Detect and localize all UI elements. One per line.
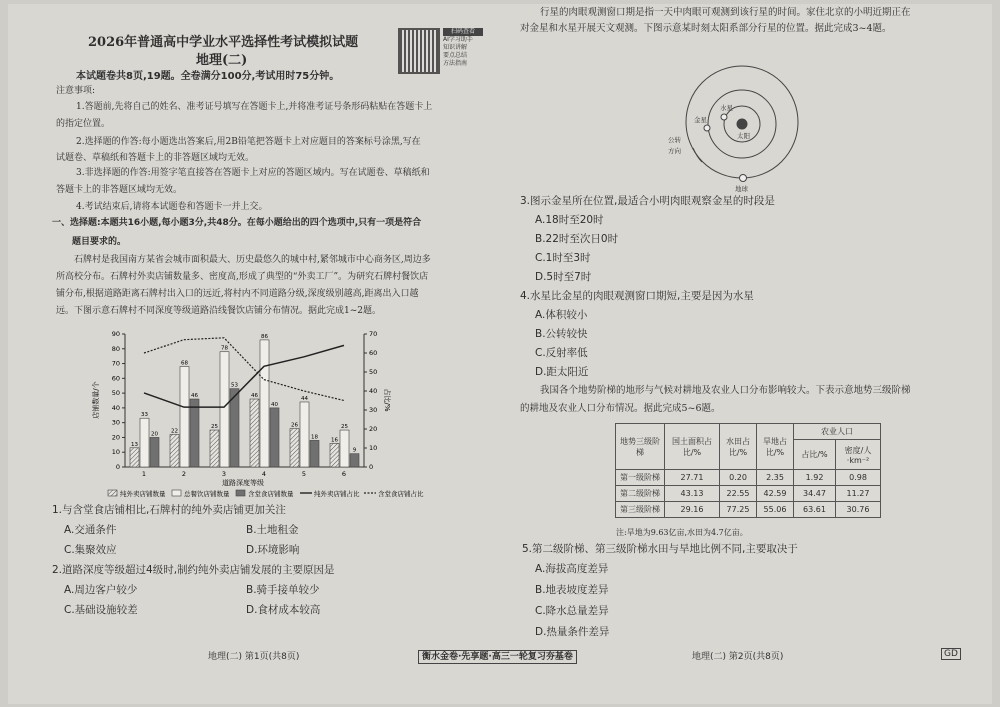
table-cell: 30.76 (836, 502, 881, 518)
x-tick-label: 3 (221, 470, 227, 478)
table-header: 地势三级阶梯 (616, 424, 665, 470)
notice-line: 答题卡上的非答题区域均无效。 (56, 185, 183, 195)
bar-hatched (210, 430, 219, 467)
bar-hatched (170, 434, 179, 467)
page-number-right: 地理(二) 第2页(共8页) (692, 652, 784, 662)
y-tick-label: 0 (115, 463, 120, 471)
question-1: 1.与含堂食店铺相比,石牌村的纯外卖店铺更加关注 (52, 504, 286, 516)
x-axis-label: 道路深度等级 (222, 479, 264, 487)
table-note: 注:旱地为9.63亿亩,水田为4.7亿亩。 (616, 528, 748, 537)
legend-swatch-gray (236, 490, 245, 496)
table-cell: 11.27 (836, 486, 881, 502)
notice-line: 1.答题前,先将自己的姓名、准考证号填写在答题卡上,并将准考证号条形码粘贴在答题卡上 (76, 102, 433, 112)
y-axis-label: 店铺数量/个 (92, 381, 100, 419)
y-tick-label: 30 (111, 418, 120, 427)
bar-value-label: 86 (261, 333, 268, 340)
option-3d[interactable]: D.5时至7时 (535, 271, 592, 283)
bar-white (220, 352, 229, 467)
option-3a[interactable]: A.18时至20时 (535, 214, 604, 226)
bar-value-label: 26 (291, 422, 298, 429)
table-header: 水田占比/% (720, 424, 757, 470)
bar-value-label: 46 (191, 393, 198, 400)
earth-label: 地球 (735, 185, 748, 193)
bar-gray (310, 440, 319, 467)
table-cell: 第三级阶梯 (616, 502, 665, 518)
direction-arrow-icon (693, 148, 702, 162)
legend-label: 总餐饮店铺数量 (184, 490, 230, 498)
option-1d[interactable]: D.环境影响 (246, 544, 300, 556)
table-cell: 29.16 (665, 502, 720, 518)
bar-value-label: 9 (352, 447, 357, 454)
question-5: 5.第二级阶梯、第三级阶梯水田与旱地比例不同,主要取决于 (522, 543, 798, 555)
notice-line: 3.非选择题的作答:用签字笔直接答在答题卡上对应的答题区域内。写在试题卷、草稿纸和 (76, 168, 430, 178)
passage-line: 远。下图示意石牌村不同深度等级道路沿线餐饮店铺分布情况。据此完成1~2题。 (56, 306, 381, 316)
terrain-table (615, 423, 881, 518)
bar-value-label: 18 (311, 434, 318, 441)
table-cell: 27.71 (665, 470, 720, 486)
x-tick-label: 1 (141, 470, 147, 478)
bar-value-label: 53 (231, 382, 238, 389)
passage-line: 铺分布,根据道路距离石牌村出入口的远近,将村内不同道路分级,深度级别越高,距离出入口越 (56, 289, 419, 299)
y2-tick-label: 30 (369, 406, 378, 414)
question-2: 2.道路深度等级超过4级时,制约纯外卖店铺发展的主要原因是 (52, 564, 335, 576)
option-1b[interactable]: B.土地租金 (246, 524, 299, 536)
qr-item: AI学习助手 (443, 36, 473, 43)
qr-item: 要点总结 (443, 52, 468, 59)
y2-tick-label: 70 (369, 330, 378, 338)
table-row (616, 470, 881, 486)
legend-swatch-hatched (108, 490, 117, 496)
table-header: 占比/% (794, 440, 836, 470)
table-cell: 0.98 (836, 470, 881, 486)
option-3c[interactable]: C.1时至3时 (535, 252, 591, 264)
direction-label: 方向 (668, 147, 681, 155)
qr-item: 方法指南 (443, 60, 468, 67)
sun-label: 太阳 (737, 132, 750, 140)
table-cell: 34.47 (794, 486, 836, 502)
table-cell: 42.59 (757, 486, 794, 502)
table-row (616, 486, 881, 502)
mercury-label: 水星 (720, 104, 733, 112)
y-tick-label: 70 (111, 359, 120, 368)
table-header: 密度/人·km⁻² (836, 440, 881, 470)
line-dashed (144, 338, 344, 401)
legend-label: 含堂食店铺占比 (378, 490, 424, 498)
legend-label: 含堂食店铺数量 (248, 490, 294, 498)
y2-tick-label: 40 (369, 387, 378, 395)
line-solid (144, 345, 344, 407)
bar-value-label: 40 (271, 401, 278, 408)
option-5c[interactable]: C.降水总量差异 (535, 605, 609, 617)
table-cell: 43.13 (665, 486, 720, 502)
y2-tick-label: 0 (369, 463, 374, 471)
sun-icon (737, 119, 747, 129)
intro-line: 行星的肉眼观测窗口期是指一天中肉眼可观测到该行星的时间。家住北京的小明近期正在 (540, 7, 911, 18)
table-cell: 1.92 (794, 470, 836, 486)
bar-value-label: 16 (331, 437, 338, 444)
y-tick-label: 10 (111, 448, 120, 457)
question-3: 3.图示金星所在位置,最适合小明肉眼观察金星的时段是 (520, 195, 775, 207)
table-cell: 第二级阶梯 (616, 486, 665, 502)
bar-hatched (130, 448, 139, 467)
earth-icon (740, 175, 747, 182)
y2-axis-label: 占比/% (383, 388, 391, 412)
bar-value-label: 44 (301, 395, 308, 402)
table-cell: 第一级阶梯 (616, 470, 665, 486)
bar-hatched (290, 429, 299, 467)
bar-hatched (330, 443, 339, 467)
bar-value-label: 78 (221, 345, 228, 352)
notice-title: 注意事项: (56, 86, 96, 96)
table-cell: 0.20 (720, 470, 757, 486)
bar-gray (190, 399, 199, 467)
x-tick-label: 2 (181, 470, 187, 478)
y-tick-label: 90 (111, 330, 120, 338)
direction-label: 公转 (668, 136, 681, 144)
qr-header: 扫码查看 (443, 28, 483, 36)
passage2-line: 我国各个地势阶梯的地形与气候对耕地及农业人口分布影响较大。下表示意地势三级阶梯 (540, 385, 911, 396)
y-tick-label: 40 (111, 403, 120, 412)
table-cell: 55.06 (757, 502, 794, 518)
bar-hatched (250, 399, 259, 467)
bar-white (140, 418, 149, 467)
legend-label: 纯外卖店铺数量 (120, 490, 166, 498)
x-tick-label: 4 (261, 470, 267, 478)
table-cell: 77.25 (720, 502, 757, 518)
bar-value-label: 46 (251, 393, 258, 400)
bar-gray (350, 454, 359, 467)
section-heading-cont: 题目要求的。 (72, 237, 127, 247)
option-2b[interactable]: B.骑手接单较少 (246, 584, 320, 596)
option-5d[interactable]: D.热量条件差异 (535, 626, 610, 638)
y2-tick-label: 10 (369, 444, 378, 452)
qr-item: 知识讲解 (443, 44, 468, 51)
bar-white (300, 402, 309, 467)
bar-white (340, 430, 349, 467)
bar-value-label: 22 (171, 428, 178, 435)
x-tick-label: 5 (301, 470, 307, 478)
table-row (616, 502, 881, 518)
option-5b[interactable]: B.地表坡度差异 (535, 584, 609, 596)
x-tick-label: 6 (341, 470, 347, 478)
bar-value-label: 68 (181, 360, 188, 367)
notice-line: 2.选择题的作答:每小题选出答案后,用2B铅笔把答题卡上对应题目的答案标号涂黑,写在 (76, 137, 421, 147)
bar-value-label: 25 (211, 424, 218, 431)
option-2a[interactable]: A.周边客户较少 (64, 584, 138, 596)
option-1c[interactable]: C.集聚效应 (64, 544, 117, 556)
bar-value-label: 20 (151, 431, 158, 438)
y2-tick-label: 20 (369, 425, 378, 433)
exam-title: 2026年普通高中学业水平选择性考试模拟试题 (88, 35, 359, 50)
exam-subtitle: 地理(二) (196, 53, 248, 68)
question-4: 4.水星比金星的肉眼观测窗口期短,主要是因为水星 (520, 290, 754, 302)
y2-tick-label: 60 (369, 349, 378, 357)
series-badge: 衡水金卷·先享题·高三一轮复习夯基卷 (418, 650, 577, 664)
page-number-left: 地理(二) 第1页(共8页) (208, 652, 300, 662)
option-4a[interactable]: A.体积较小 (535, 309, 588, 321)
table-header: 旱地占比/% (757, 424, 794, 470)
bar-value-label: 25 (341, 424, 348, 431)
bar-white (260, 340, 269, 467)
table-cell: 22.55 (720, 486, 757, 502)
bar-value-label: 13 (131, 441, 138, 448)
notice-line: 4.考试结束后,请将本试题卷和答题卡一并上交。 (76, 202, 268, 212)
table-cell: 63.61 (794, 502, 836, 518)
bar-white (180, 367, 189, 467)
venus-icon (704, 125, 710, 131)
y-tick-label: 60 (111, 374, 120, 383)
table-cell: 2.35 (757, 470, 794, 486)
region-badge: GD (941, 648, 961, 660)
bar-value-label: 33 (141, 412, 148, 419)
option-1a[interactable]: A.交通条件 (64, 524, 117, 536)
option-2d[interactable]: D.食材成本较高 (246, 604, 321, 616)
y-tick-label: 80 (111, 344, 120, 353)
passage-line: 石牌村是我国南方某省会城市面积最大、历史最悠久的城中村,紧邻城市中心商务区,周边多 (74, 255, 431, 265)
passage-line: 所高校分布。石牌村外卖店铺数量多、密度高,形成了典型的“外卖工厂”。为研究石牌村餐饮店 (56, 272, 429, 282)
y2-tick-label: 50 (369, 368, 378, 376)
option-4b[interactable]: B.公转较快 (535, 328, 588, 340)
mercury-icon (721, 114, 727, 120)
table-header: 农业人口 (794, 424, 881, 440)
option-2c[interactable]: C.基础设施较差 (64, 604, 138, 616)
option-3b[interactable]: B.22时至次日0时 (535, 233, 619, 245)
chart-legend (108, 489, 424, 498)
exam-info: 本试题卷共8页,19题。全卷满分100分,考试用时75分钟。 (76, 71, 340, 82)
legend-label: 纯外卖店铺占比 (314, 490, 360, 498)
y-tick-label: 20 (111, 433, 120, 442)
legend-swatch-white (172, 490, 181, 496)
bar-gray (150, 437, 159, 467)
y-tick-label: 50 (111, 389, 120, 398)
venus-label: 金星 (694, 116, 707, 124)
passage2-line: 的耕地及农业人口分布情况。据此完成5~6题。 (520, 403, 721, 414)
option-4c[interactable]: C.反射率低 (535, 347, 588, 359)
notice-line: 的指定位置。 (56, 119, 111, 129)
notice-line: 试题卷、草稿纸和答题卡上的非答题区域均无效。 (56, 153, 255, 163)
section-heading: 一、选择题:本题共16小题,每小题3分,共48分。在每小题给出的四个选项中,只有一项是符合 (52, 218, 422, 228)
table-header: 国土面积占比/% (665, 424, 720, 470)
bar-gray (270, 408, 279, 467)
intro-line: 对金星和水星开展天文观测。下图示意某时刻太阳系部分行星的位置。据此完成3~4题。 (520, 23, 892, 34)
option-5a[interactable]: A.海拔高度差异 (535, 563, 609, 575)
option-4d[interactable]: D.距太阳近 (535, 366, 589, 378)
